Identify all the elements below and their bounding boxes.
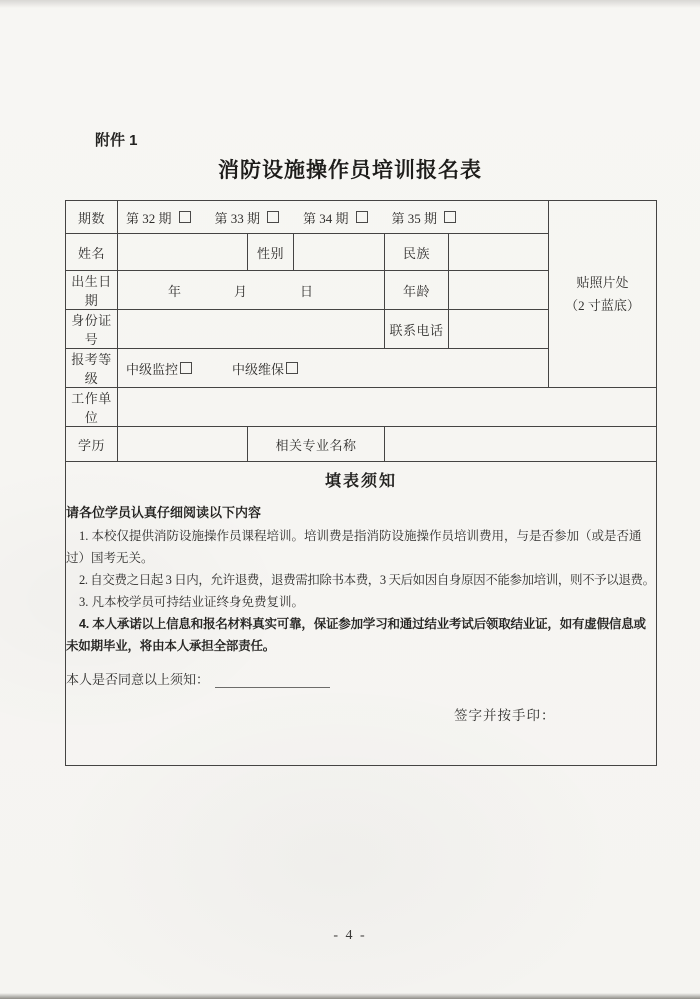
notice-item-4: 4. 本人承诺以上信息和报名材料真实可靠，保证参加学习和通过结业考试后领取结业证，如有虚假信息或未如期毕业，将由本人承担全部责任。 <box>66 617 646 653</box>
period-options-cell <box>118 201 549 234</box>
level-option-monitoring <box>126 359 192 378</box>
name-input-cell[interactable] <box>118 234 248 271</box>
photo-instruction-line1: 贴照片处 <box>576 275 629 290</box>
period-option-33 <box>215 208 280 227</box>
period-option-32 <box>126 208 191 227</box>
id-number-label: 身份证号 <box>66 310 118 349</box>
ethnicity-input-cell[interactable] <box>449 234 549 271</box>
page-number: - 4 - <box>333 928 367 943</box>
photo-instruction-line2: （2 寸蓝底） <box>565 298 640 313</box>
checkbox-icon[interactable] <box>180 362 192 374</box>
checkbox-icon[interactable] <box>286 362 298 374</box>
period-option-33-label: 第 33 期 <box>214 210 261 226</box>
checkbox-icon[interactable] <box>179 211 191 223</box>
period-row <box>66 201 657 234</box>
exam-level-label: 报考等级 <box>66 349 118 388</box>
employer-label: 工作单位 <box>66 388 118 427</box>
checkbox-icon[interactable] <box>356 211 368 223</box>
period-option-34 <box>303 208 368 227</box>
exam-level-options-cell <box>118 349 549 388</box>
day-label: 日 <box>300 283 314 299</box>
agree-answer-line[interactable] <box>215 673 330 688</box>
gender-input-cell[interactable] <box>294 234 385 271</box>
notice-heading: 填表须知 <box>324 473 397 490</box>
employer-input-cell[interactable] <box>118 388 657 427</box>
level-option-monitoring-label: 中级监控 <box>126 361 179 377</box>
notice-intro: 请各位学员认真仔细阅读以下内容 <box>66 505 262 520</box>
ethnicity-label: 民族 <box>385 234 449 271</box>
id-number-input-cell[interactable] <box>118 310 385 349</box>
agree-row <box>66 669 656 688</box>
agree-label: 本人是否同意以上须知： <box>66 672 210 687</box>
level-option-maintenance-label: 中级维保 <box>232 361 285 377</box>
notice-item-2: 2. 自交费之日起 3 日内，允许退费，退费需扣除书本费，3 天后如因自身原因不能参加培训，则不予以退费。 <box>79 573 655 587</box>
name-label: 姓名 <box>66 234 118 271</box>
notice-row <box>66 462 657 766</box>
major-label: 相关专业名称 <box>248 427 385 462</box>
checkbox-icon[interactable] <box>267 211 279 223</box>
period-option-35 <box>392 208 457 227</box>
year-label: 年 <box>168 283 182 299</box>
education-row <box>66 427 657 462</box>
employer-row <box>66 388 657 427</box>
period-label: 期数 <box>66 201 118 234</box>
level-option-maintenance <box>232 359 298 378</box>
checkbox-icon[interactable] <box>444 211 456 223</box>
period-option-34-label: 第 34 期 <box>303 210 349 226</box>
major-input-cell[interactable] <box>385 427 657 462</box>
phone-input-cell[interactable] <box>449 310 549 349</box>
attachment-label: 附件 1 <box>95 132 138 149</box>
age-input-cell[interactable] <box>449 271 549 310</box>
birth-date-label: 出生日期 <box>66 271 118 310</box>
photo-paste-area <box>549 201 657 388</box>
birth-date-input-cell[interactable] <box>118 271 385 310</box>
notice-item-3: 3. 凡本校学员可持结业证终身免费复训。 <box>79 595 305 609</box>
education-label: 学历 <box>66 427 118 462</box>
period-option-35-label: 第 35 期 <box>391 210 438 226</box>
notice-section <box>66 462 657 766</box>
sign-label: 签字并按手印： <box>454 708 556 723</box>
gender-label: 性别 <box>248 234 294 271</box>
age-label: 年龄 <box>385 271 449 310</box>
sign-row <box>66 704 656 724</box>
period-option-32-label: 第 32 期 <box>126 210 172 226</box>
registration-form-table <box>65 200 657 766</box>
phone-label: 联系电话 <box>385 310 449 349</box>
education-input-cell[interactable] <box>118 427 248 462</box>
form-title: 消防设施操作员培训报名表 <box>218 159 482 182</box>
month-label: 月 <box>234 283 248 299</box>
notice-item-1: 1. 本校仅提供消防设施操作员课程培训。培训费是指消防设施操作员培训费用，与是否参加（或是否通过）国考无关。 <box>66 529 642 565</box>
